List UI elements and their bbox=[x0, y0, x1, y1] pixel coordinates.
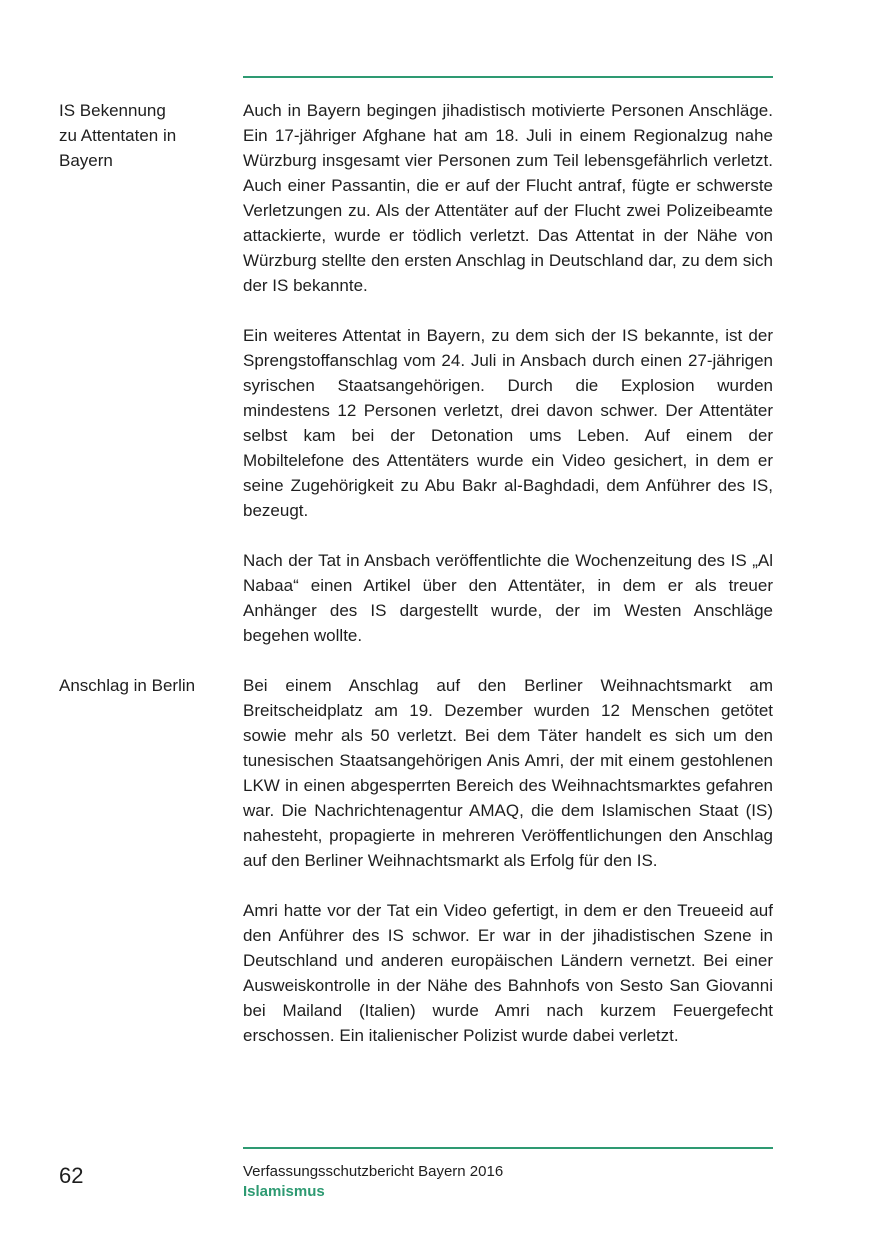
section-anschlag-berlin bbox=[243, 673, 773, 1048]
paragraph: Nach der Tat in Ansbach veröffentlichte die Wochenzeitung des IS „Al Nabaa“ einen Artikel über den Attentäter, in dem er als treuer Anhänger des IS dargestellt wurde, der im Westen Anschläge begehen wollte. bbox=[243, 551, 773, 645]
section-is-bekennung bbox=[243, 98, 773, 648]
section-title: Islamismus bbox=[243, 1183, 325, 1200]
top-divider bbox=[243, 76, 773, 78]
paragraph: Auch in Bayern begingen jihadistisch motivierte Personen Anschläge. Ein 17-jähriger Afghane hat am 18. Juli in einem Regionalzug nahe Würzburg insgesamt vier Personen zum Teil lebensgefährlich verletzt. Auch einer Passantin, die er auf der Flucht antraf, fügte er schwerste Verletzungen zu. Als der Attentäter auf der Flucht zwei Polizeibeamte attackierte, wurde er tödlich verletzt. Das Attentat in der Nähe von Würzburg stellte den ersten Anschlag in Deutschland dar, zu dem sich der IS bekannte. bbox=[243, 101, 773, 295]
paragraph: Ein weiteres Attentat in Bayern, zu dem sich der IS bekannte, ist der Sprengstoffanschlag vom 24. Juli in Ansbach durch einen 27-jährigen syrischen Staatsangehörigen. Durch die Explosion wurden mindestens 12 Personen verletzt, drei davon schwer. Der Attentäter selbst kam bei der Detonation ums Leben. Auf einem der Mobiltelefone des Attentäters wurde ein Video gesichert, in dem er seine Zugehörigkeit zu Abu Bakr al-Baghdadi, dem Anführer des IS, bezeugt. bbox=[243, 326, 773, 520]
margin-heading-anschlag-berlin: Anschlag in Berlin bbox=[59, 676, 196, 695]
page-number: 62 bbox=[59, 1163, 84, 1188]
publication-title: Verfassungsschutzbericht Bayern 2016 bbox=[243, 1163, 504, 1180]
paragraph: Bei einem Anschlag auf den Berliner Weihnachtsmarkt am Breitscheidplatz am 19. Dezember wurden 12 Menschen getötet sowie mehr als 50 verletzt. Bei dem Täter handelt es sich um den tunesischen Staatsangehörigen Anis Amri, der mit einem gestohlenen LKW in einen abgesperrten Bereich des Weihnachtsmarktes gefahren war. Die Nachrichtenagentur AMAQ, die dem Islamischen Staat (IS) nahesteht, propagierte in mehreren Veröffentlichungen den Anschlag auf den Berliner Weihnachtsmarkt als Erfolg für den IS. bbox=[243, 676, 773, 870]
margin-heading-is-bekennung: IS Bekennung zu Attentaten in Bayern bbox=[59, 101, 177, 170]
footer-divider bbox=[243, 1147, 773, 1149]
paragraph: Amri hatte vor der Tat ein Video gefertigt, in dem er den Treueeid auf den Anführer des IS schwor. Er war in der jihadistischen Szene in Deutschland und anderen europäischen Ländern vernetzt. Bei einer Ausweiskontrolle in der Nähe des Bahnhofs von Sesto San Giovanni bei Mailand (Italien) wurde Amri nach kurzem Feuergefecht erschossen. Ein italienischer Polizist wurde dabei verletzt. bbox=[243, 901, 773, 1045]
footer bbox=[243, 1162, 503, 1202]
